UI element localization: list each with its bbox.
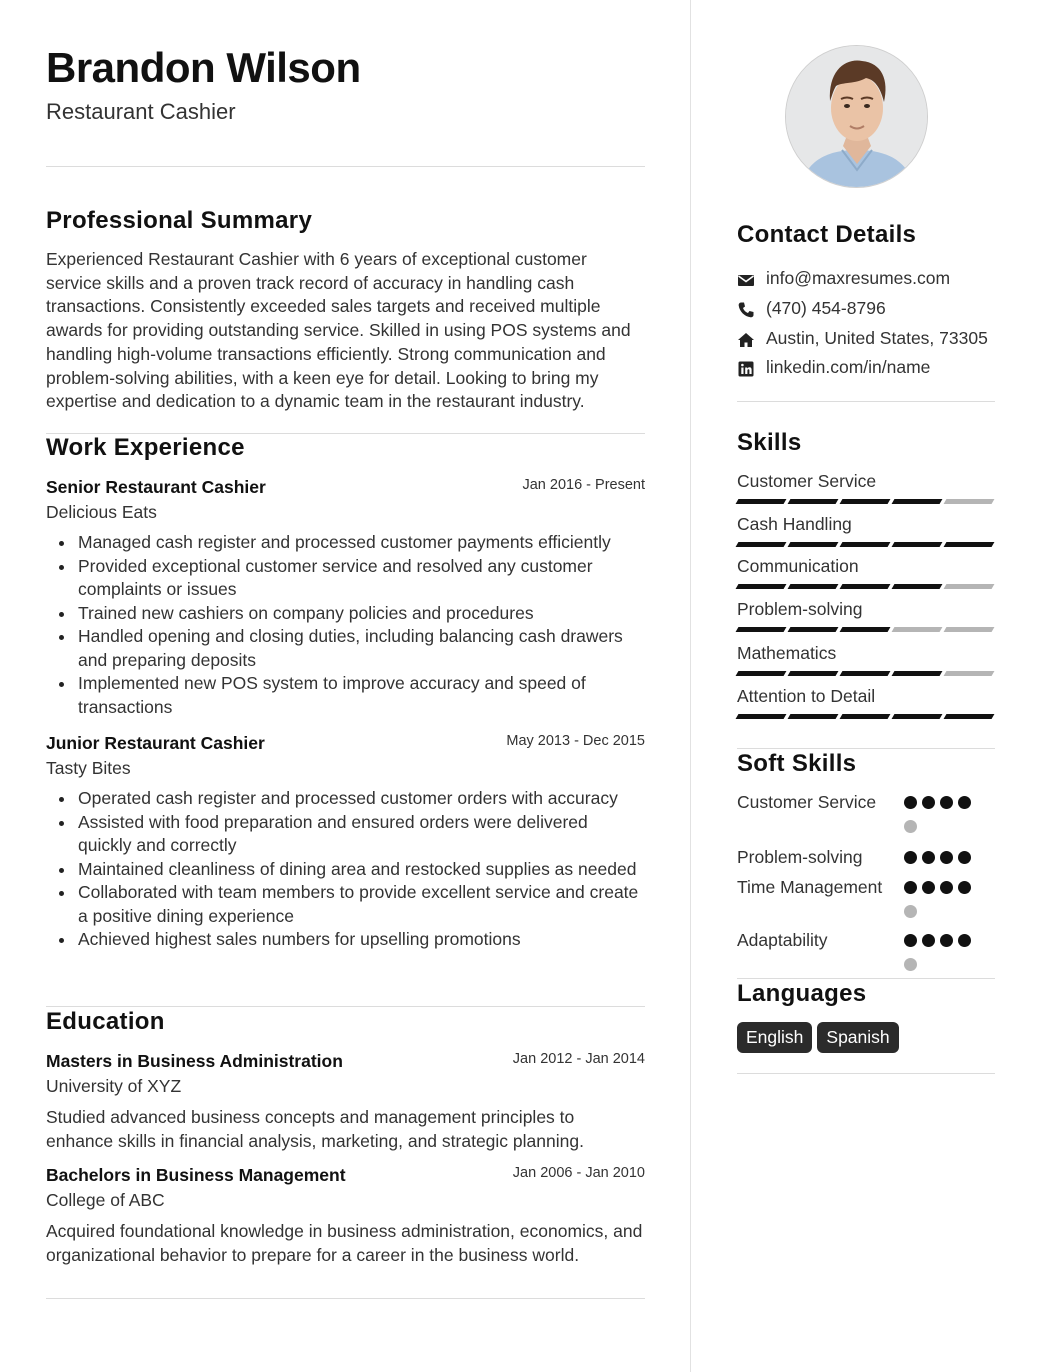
education-entry [46,1051,645,1153]
rating-dot-empty [904,820,917,833]
rating-dot-filled [922,934,935,947]
education-description: Acquired foundational knowledge in business administration, economics, and organizational behavior to prepare for a career in the business world. [46,1221,643,1265]
skill-bar-empty [944,627,995,632]
job-title: Junior Restaurant Cashier [46,733,265,753]
job-entry [46,733,645,952]
skill-bar-empty [892,627,943,632]
contact-linkedin[interactable] [737,357,995,381]
skill-item [737,471,995,492]
skill-bar-filled [892,584,943,589]
skill-item [737,556,995,577]
contact-address [737,328,995,352]
list-item: Achieved highest sales numbers for upselling promotions [46,928,645,952]
divider [737,1073,995,1074]
divider [46,1298,645,1299]
linkedin-text: linkedin.com/in/name [766,357,931,377]
skill-name: Communication [737,556,859,576]
rating-dot-filled [922,851,935,864]
school-name: University of XYZ [46,1076,182,1096]
list-item: Trained new cashiers on company policies and procedures [46,602,645,626]
skill-bar-filled [840,499,891,504]
skill-bar-filled [736,542,787,547]
envelope-icon [737,271,755,289]
soft-skills-title: Soft Skills [737,750,857,777]
skill-bar-filled [788,627,839,632]
soft-skill-name: Problem-solving [737,847,863,867]
job-title: Senior Restaurant Cashier [46,477,266,497]
list-item: Operated cash register and processed customer orders with accuracy [46,787,645,811]
skill-bar-filled [840,542,891,547]
divider [46,1006,645,1007]
contact-email[interactable] [737,268,995,292]
skill-bar-empty [944,499,995,504]
rating-dot-filled [904,796,917,809]
job-company: Delicious Eats [46,502,157,522]
list-item: Managed cash register and processed customer payments efficiently [46,531,645,555]
rating-dot-filled [940,934,953,947]
education-date: Jan 2012 - Jan 2014 [512,1051,645,1067]
linkedin-icon [737,360,755,378]
skill-level-bar [737,627,995,632]
job-date: Jan 2016 - Present [522,477,645,493]
job-entry [46,477,645,719]
skill-level-bar [737,671,995,676]
contact-title: Contact Details [737,221,917,248]
skill-item [737,643,995,664]
list-item: Assisted with food preparation and ensured orders were delivered quickly and correctly [46,811,645,858]
soft-skill-name: Customer Service [737,792,877,812]
skill-level-bar [737,584,995,589]
skill-bar-filled [892,671,943,676]
skill-level-bar [737,542,995,547]
skill-bar-filled [736,499,787,504]
skill-bar-filled [788,671,839,676]
candidate-role: Restaurant Cashier [46,99,236,124]
rating-dot-filled [904,881,917,894]
list-item: Provided exceptional customer service and resolved any customer complaints or issues [46,555,645,602]
skills-title: Skills [737,429,802,456]
email-text: info@maxresumes.com [766,268,951,288]
skill-name: Cash Handling [737,514,852,534]
home-icon [737,331,755,349]
profile-photo [785,45,928,188]
languages-list [737,1022,904,1054]
skill-bar-filled [736,714,787,719]
language-tag: Spanish [817,1022,898,1053]
list-item: Collaborated with team members to provide excellent service and create a positive dining experience [46,881,645,928]
rating-dot-filled [904,851,917,864]
soft-skill-name: Time Management [737,877,883,897]
skill-bar-filled [788,499,839,504]
skill-bar-filled [788,714,839,719]
rating-dot-filled [922,881,935,894]
degree-title: Bachelors in Business Management [46,1165,346,1185]
education-description: Studied advanced business concepts and management principles to enhance skills in financial analysis, marketing, and strategic planning. [46,1107,584,1151]
rating-dot-empty [904,958,917,971]
divider [737,978,995,979]
job-company: Tasty Bites [46,758,131,778]
address-text: Austin, United States, 73305 [766,328,988,348]
candidate-name: Brandon Wilson [46,44,361,91]
degree-title: Masters in Business Administration [46,1051,343,1071]
job-bullets [46,531,645,719]
divider [46,166,645,167]
skill-bar-empty [944,671,995,676]
education-title: Education [46,1008,165,1035]
skill-bar-filled [840,671,891,676]
soft-skill-item [737,790,995,814]
rating-dot-filled [958,796,971,809]
rating-dot-filled [958,934,971,947]
list-item: Implemented new POS system to improve accuracy and speed of transactions [46,672,645,719]
job-bullets [46,787,645,952]
school-name: College of ABC [46,1190,165,1210]
skill-bar-filled [944,542,995,547]
rating-dot-filled [922,796,935,809]
summary-title: Professional Summary [46,207,313,234]
skill-bar-filled [840,584,891,589]
soft-skill-item [737,875,995,899]
rating-dot-filled [940,881,953,894]
skill-name: Customer Service [737,471,877,491]
skill-item [737,514,995,535]
rating-dot-filled [958,851,971,864]
column-divider [690,0,691,1372]
rating-dot-empty [904,905,917,918]
education-date: Jan 2006 - Jan 2010 [512,1165,645,1181]
skill-bar-filled [840,714,891,719]
job-date: May 2013 - Dec 2015 [506,733,645,749]
languages-title: Languages [737,980,867,1007]
phone-icon [737,301,755,319]
contact-phone[interactable] [737,298,995,322]
skill-bar-filled [892,714,943,719]
skill-bar-filled [788,584,839,589]
skill-level-bar [737,499,995,504]
skill-bar-filled [892,499,943,504]
education-entry [46,1165,645,1267]
phone-text: (470) 454-8796 [766,298,886,318]
skill-name: Problem-solving [737,599,863,619]
rating-dot-filled [940,851,953,864]
rating-dot-filled [904,934,917,947]
rating-dot-filled [940,796,953,809]
skill-name: Attention to Detail [737,686,876,706]
skill-bar-empty [944,584,995,589]
skill-bar-filled [944,714,995,719]
soft-skill-item [737,845,995,869]
soft-skill-name: Adaptability [737,930,828,950]
language-tag: English [737,1022,812,1053]
rating-dot-filled [958,881,971,894]
list-item: Maintained cleanliness of dining area and restocked supplies as needed [46,858,645,882]
skill-name: Mathematics [737,643,837,663]
skill-item [737,599,995,620]
experience-title: Work Experience [46,434,245,461]
divider [737,401,995,402]
divider [737,748,995,749]
summary-text: Experienced Restaurant Cashier with 6 years of exceptional customer service skills and a proven track record of accuracy in handling cash transactions. Consistently exceeded sales targets and received multiple awards for providing outstanding service. Skilled in using POS systems and handling high-volume transactions efficiently. Strong communication and problem-solving abilities, with a keen eye for detail. Looking to bring my expertise and dedication to a dynamic team in the restaurant industry. [46,249,631,412]
skill-bar-filled [736,584,787,589]
soft-skill-item [737,928,995,952]
skill-level-bar [737,714,995,719]
skill-bar-filled [840,627,891,632]
list-item: Handled opening and closing duties, including balancing cash drawers and preparing deposits [46,625,645,672]
skill-item [737,686,995,707]
skill-bar-filled [788,542,839,547]
skill-bar-filled [736,671,787,676]
skill-bar-filled [736,627,787,632]
skill-bar-filled [892,542,943,547]
